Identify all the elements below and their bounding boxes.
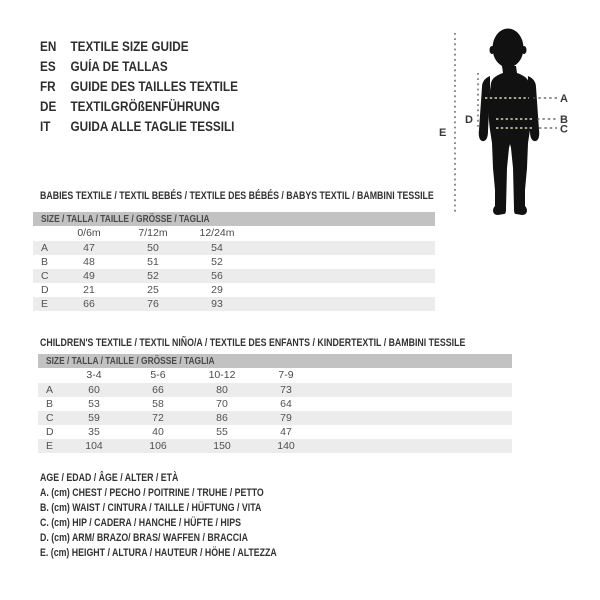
- size-value: 64: [280, 398, 292, 410]
- language-row-fr: [40, 77, 238, 97]
- language-row-en: [40, 37, 238, 57]
- size-value: 52: [211, 256, 223, 268]
- measure-label-hip: C: [560, 123, 568, 136]
- row-label: B: [41, 256, 49, 268]
- size-value: 40: [152, 426, 164, 438]
- table-row: [38, 397, 512, 411]
- size-header-text: SIZE / TALLA / TAILLE / GRÖSSE / TAGLIA: [41, 213, 210, 225]
- language-code: ES: [40, 59, 56, 74]
- language-label: TEXTILE SIZE GUIDE: [70, 39, 189, 54]
- language-label: TEXTILGRÖßENFÜHRUNG: [70, 99, 220, 114]
- row-label: C: [46, 412, 54, 424]
- children-size-header-bar: [38, 354, 512, 368]
- column-spacer: [46, 368, 62, 383]
- legend-chest-text: A. (cm) CHEST / PECHO / POITRINE / TRUHE / PETTO: [40, 487, 264, 499]
- size-value: 73: [280, 384, 292, 396]
- column-header: 0/6m: [77, 227, 101, 239]
- size-value: 93: [211, 298, 223, 310]
- table-row: [33, 255, 435, 269]
- size-value: 66: [152, 384, 164, 396]
- column-spacer: [41, 226, 57, 241]
- size-value: 86: [216, 412, 228, 424]
- size-value: 35: [88, 426, 100, 438]
- size-header-text: SIZE / TALLA / TAILLE / GRÖSSE / TAGLIA: [46, 355, 215, 367]
- size-value: 140: [277, 440, 295, 452]
- language-row-de: [40, 97, 238, 117]
- size-value: 70: [216, 398, 228, 410]
- table-row: [38, 425, 512, 439]
- size-value: 48: [83, 256, 95, 268]
- table-row: [38, 411, 512, 425]
- column-header: 3-4: [86, 369, 102, 381]
- legend-arm-line: [40, 531, 336, 546]
- measure-label-height: E: [439, 127, 447, 139]
- measure-label-waist: B: [560, 114, 568, 126]
- table-row: [38, 383, 512, 397]
- legend-hip-line: [40, 516, 336, 531]
- table-row: [33, 283, 435, 297]
- column-header: 10-12: [208, 369, 236, 381]
- column-header: 5-6: [150, 369, 166, 381]
- language-label: GUÍA DE TALLAS: [70, 59, 168, 74]
- babies-column-header-row: [33, 226, 435, 241]
- size-value: 21: [83, 284, 95, 296]
- size-value: 54: [211, 242, 223, 254]
- size-value: 58: [152, 398, 164, 410]
- legend-age-line: [40, 471, 336, 486]
- column-header: 7-9: [278, 369, 294, 381]
- legend-waist-text: B. (cm) WAIST / CINTURA / TAILLE / HÜFTUNG / VITA: [40, 502, 262, 514]
- row-label: A: [46, 384, 54, 396]
- table-row: [38, 439, 512, 453]
- measurement-legend: [40, 471, 336, 561]
- size-value: 49: [83, 270, 95, 282]
- legend-waist-line: [40, 501, 336, 516]
- row-label: E: [46, 440, 54, 452]
- children-size-table: [38, 354, 512, 453]
- size-value: 53: [88, 398, 100, 410]
- language-code: EN: [40, 39, 57, 54]
- measure-label-arm: D: [465, 114, 473, 126]
- language-row-it: [40, 117, 238, 137]
- column-header: 7/12m: [138, 227, 168, 239]
- children-column-header-row: [38, 368, 512, 383]
- size-value: 59: [88, 412, 100, 424]
- size-value: 51: [147, 256, 159, 268]
- row-label: A: [41, 242, 49, 254]
- row-label: C: [41, 270, 49, 282]
- babies-size-table: [33, 212, 435, 311]
- size-value: 150: [213, 440, 231, 452]
- table-row: [33, 269, 435, 283]
- size-value: 72: [152, 412, 164, 424]
- size-value: 104: [85, 440, 103, 452]
- legend-hip-text: C. (cm) HIP / CADERA / HANCHE / HÜFTE / HIPS: [40, 517, 241, 529]
- size-value: 76: [147, 298, 159, 310]
- legend-chest-line: [40, 486, 336, 501]
- size-value: 80: [216, 384, 228, 396]
- size-value: 106: [149, 440, 167, 452]
- children-title-text: CHILDREN'S TEXTILE / TEXTIL NIÑO/A / TEXTILE DES ENFANTS / KINDERTEXTIL / BAMBINI TESSILE: [40, 337, 466, 349]
- size-value: 52: [147, 270, 159, 282]
- size-value: 66: [83, 298, 95, 310]
- row-label: D: [41, 284, 49, 296]
- size-value: 50: [147, 242, 159, 254]
- size-value: 55: [216, 426, 228, 438]
- babies-section-title: [40, 190, 532, 203]
- size-value: 79: [280, 412, 292, 424]
- row-label: E: [41, 298, 49, 310]
- language-row-es: [40, 57, 238, 77]
- size-value: 60: [88, 384, 100, 396]
- child-silhouette: [479, 29, 540, 216]
- size-value: 56: [211, 270, 223, 282]
- measure-label-chest: A: [560, 93, 568, 105]
- babies-size-header-bar: [33, 212, 435, 226]
- language-label: GUIDE DES TAILLES TEXTILE: [70, 79, 238, 94]
- table-row: [33, 241, 435, 255]
- row-label: D: [46, 426, 54, 438]
- column-header: 12/24m: [199, 227, 235, 239]
- size-value: 25: [147, 284, 159, 296]
- legend-age-text: AGE / EDAD / ÂGE / ALTER / ETÀ: [40, 472, 179, 484]
- size-value: 47: [280, 426, 292, 438]
- legend-arm-text: D. (cm) ARM/ BRAZO/ BRAS/ WAFFEN / BRACCIA: [40, 532, 248, 544]
- language-code: FR: [40, 79, 56, 94]
- size-value: 29: [211, 284, 223, 296]
- legend-height-line: [40, 546, 336, 561]
- row-label: B: [46, 398, 54, 410]
- language-list: [40, 37, 268, 137]
- table-row: [33, 297, 435, 311]
- language-code: DE: [40, 99, 57, 114]
- language-code: IT: [40, 119, 51, 134]
- size-value: 47: [83, 242, 95, 254]
- babies-title-text: BABIES TEXTILE / TEXTIL BEBÉS / TEXTILE DES BÉBÉS / BABYS TEXTIL / BAMBINI TESSILE: [40, 190, 434, 202]
- language-label: GUIDA ALLE TAGLIE TESSILI: [70, 119, 235, 134]
- legend-height-text: E. (cm) HEIGHT / ALTURA / HAUTEUR / HÖHE / ALTEZZA: [40, 547, 277, 559]
- children-section-title: [40, 337, 572, 350]
